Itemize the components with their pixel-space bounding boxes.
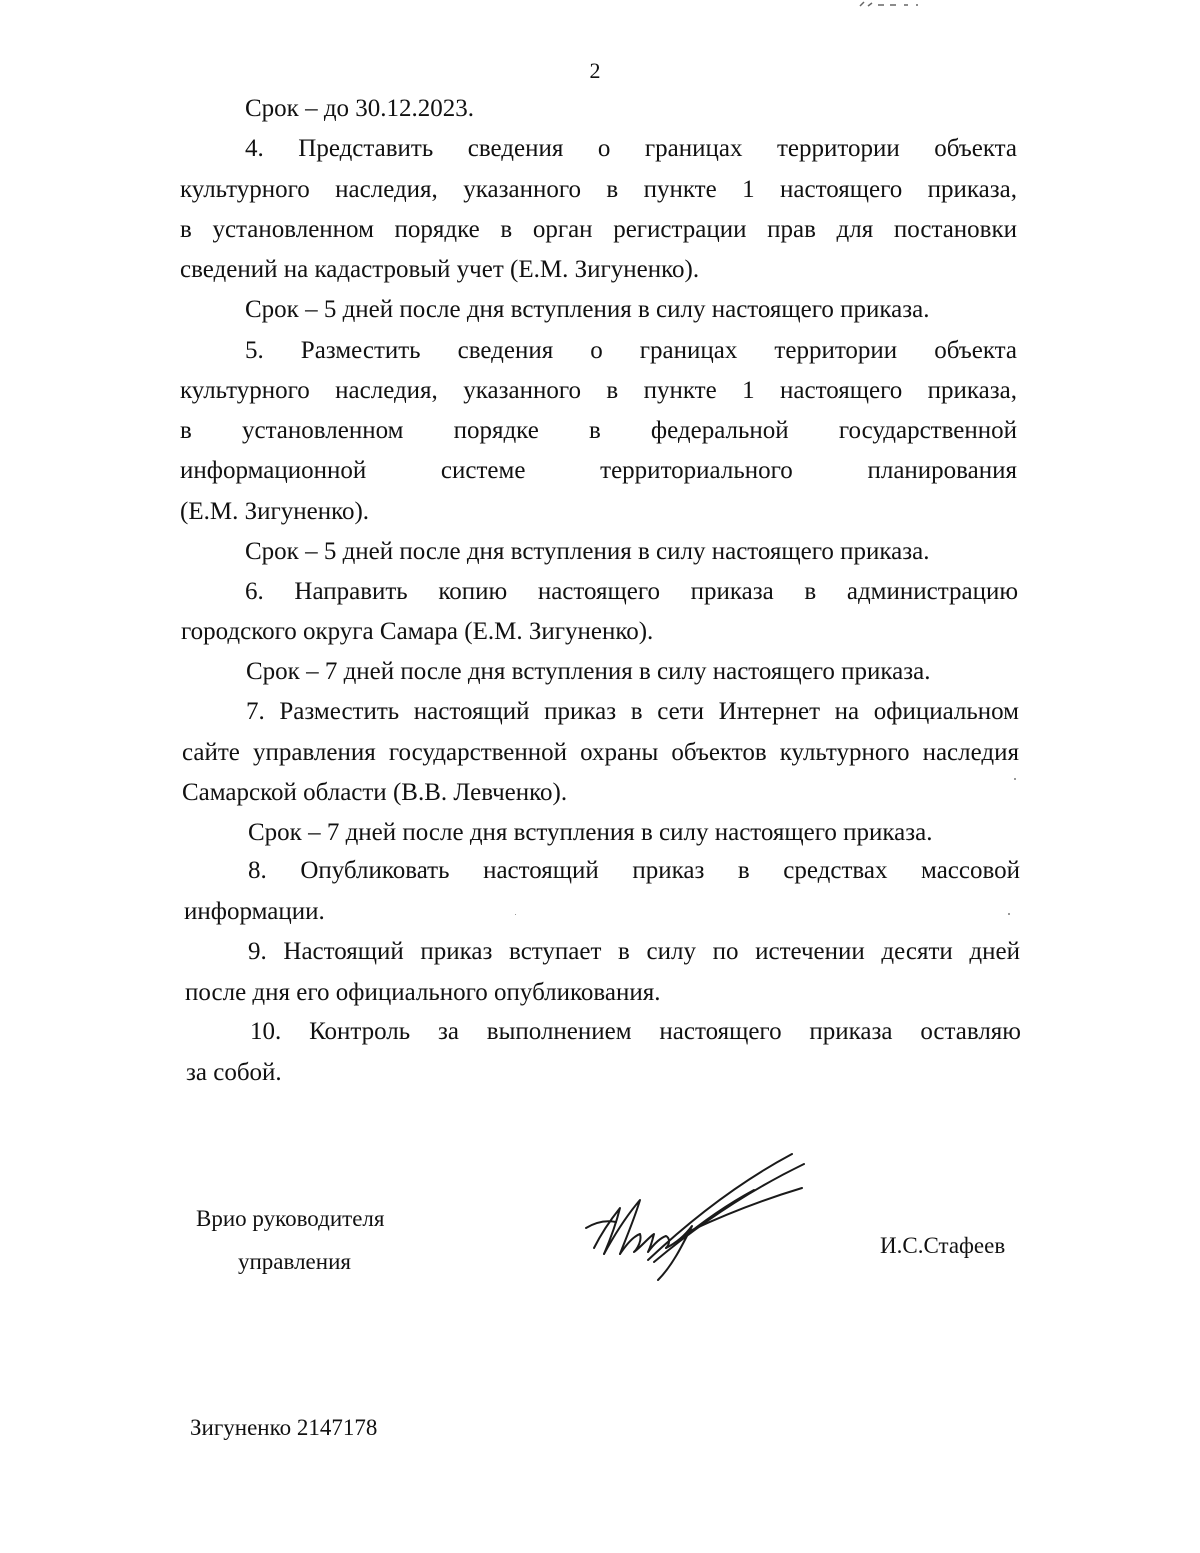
item-9-line: после дня его официального опубликования.: [185, 979, 661, 1006]
item-4-line: культурного наследия, указанного в пункте 1 настоящего приказа,: [180, 176, 1017, 203]
item-5-line: 5. Разместить сведения о границах территории объекта: [245, 337, 1017, 364]
item-8-line: 8. Опубликовать настоящий приказ в средствах массовой: [248, 857, 1020, 884]
deadline-line: Срок – 5 дней после дня вступления в силу настоящего приказа.: [245, 296, 930, 323]
deadline-line: Срок – 7 дней после дня вступления в силу настоящего приказа.: [246, 658, 931, 685]
item-4-line: сведений на кадастровый учет (Е.М. Зигуненко).: [180, 256, 700, 283]
scan-speck: [1014, 778, 1016, 780]
item-10-line: за собой.: [186, 1059, 282, 1086]
signatory-name: И.С.Стафеев: [880, 1233, 1006, 1258]
item-5-line: в установленном порядке в федеральной государственной: [180, 417, 1017, 444]
item-7-line: сайте управления государственной охраны объектов культурного наследия: [182, 739, 1019, 766]
item-9-line: 9. Настоящий приказ вступает в силу по истечении десяти дней: [248, 938, 1020, 965]
scan-artifact-icon: [858, 0, 938, 8]
item-6-line: 6. Направить копию настоящего приказа в администрацию: [245, 578, 1018, 605]
item-5-line: (Е.М. Зигуненко).: [180, 498, 370, 525]
item-4-line: 4. Представить сведения о границах территории объекта: [245, 135, 1017, 162]
item-7-line: Самарской области (В.В. Левченко).: [182, 779, 568, 806]
deadline-line: Срок – 7 дней после дня вступления в силу настоящего приказа.: [248, 819, 933, 846]
item-10-line: 10. Контроль за выполнением настоящего приказа оставляю: [250, 1018, 1021, 1045]
page-number: 2: [589, 58, 601, 83]
item-6-line: городского округа Самара (Е.М. Зигуненко).: [181, 618, 654, 645]
scan-speck: [515, 914, 516, 915]
item-5-line: культурного наследия, указанного в пункте 1 настоящего приказа,: [180, 377, 1017, 404]
deadline-line: Срок – до 30.12.2023.: [245, 95, 475, 122]
scan-speck: [1008, 913, 1010, 915]
deadline-line: Срок – 5 дней после дня вступления в силу настоящего приказа.: [245, 538, 930, 565]
signatory-role: Врио руководителя: [196, 1206, 385, 1231]
item-7-line: 7. Разместить настоящий приказ в сети Интернет на официальном: [246, 698, 1019, 725]
item-5-line: информационной системе территориального планирования: [180, 457, 1017, 484]
handwritten-signature-icon: [582, 1150, 812, 1285]
item-4-line: в установленном порядке в орган регистрации прав для постановки: [180, 216, 1017, 243]
signatory-role: управления: [238, 1249, 351, 1274]
executor-contact: Зигуненко 2147178: [190, 1415, 378, 1440]
item-8-line: информации.: [184, 898, 325, 925]
